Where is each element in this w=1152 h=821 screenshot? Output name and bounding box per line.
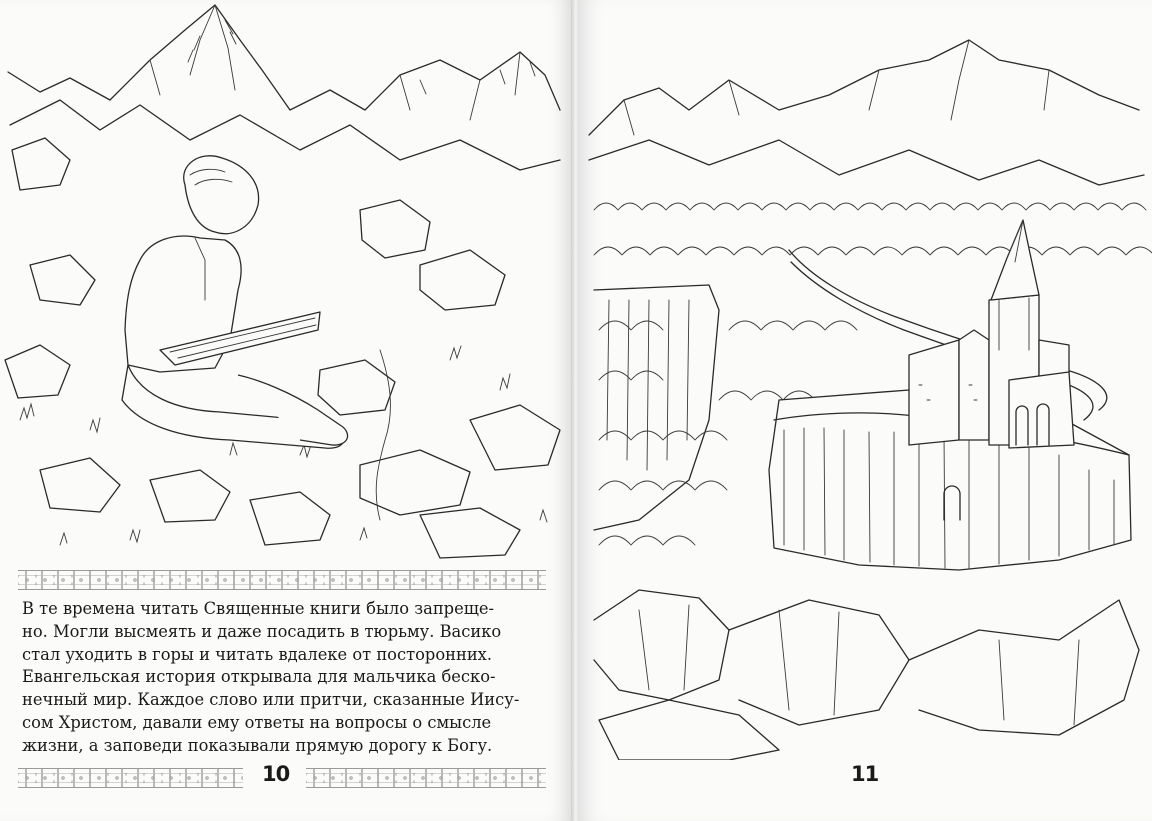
- left-page: [0, 0, 573, 821]
- page-number-right: 11: [851, 762, 879, 786]
- paragraph-line: но. Могли высмеять и даже посадить в тюрьму. Васико: [22, 621, 502, 641]
- right-page: [579, 0, 1152, 821]
- story-paragraph: [22, 598, 542, 758]
- bottom-ornament-left: [18, 768, 243, 788]
- paragraph-line: жизни, а заповеди показывали прямую дорогу к Богу.: [22, 735, 493, 755]
- paragraph-line: Евангельская история открывала для мальчика беско-: [22, 667, 496, 687]
- page-number-left: 10: [262, 762, 290, 786]
- paragraph-line: сом Христом, давали ему ответы на вопросы о смысле: [22, 712, 492, 732]
- paragraph-line: нечный мир. Каждое слово или притчи, сказанные Иису-: [22, 690, 520, 710]
- bottom-ornament-right: [306, 768, 546, 788]
- top-ornament-border: [18, 570, 546, 590]
- monastery-illustration: [579, 0, 1152, 760]
- paragraph-line: В те времена читать Священные книги было запреще-: [22, 599, 495, 618]
- paragraph-line: стал уходить в горы и читать вдалеке от посторонних.: [22, 644, 493, 664]
- boy-reading-illustration: [0, 0, 573, 565]
